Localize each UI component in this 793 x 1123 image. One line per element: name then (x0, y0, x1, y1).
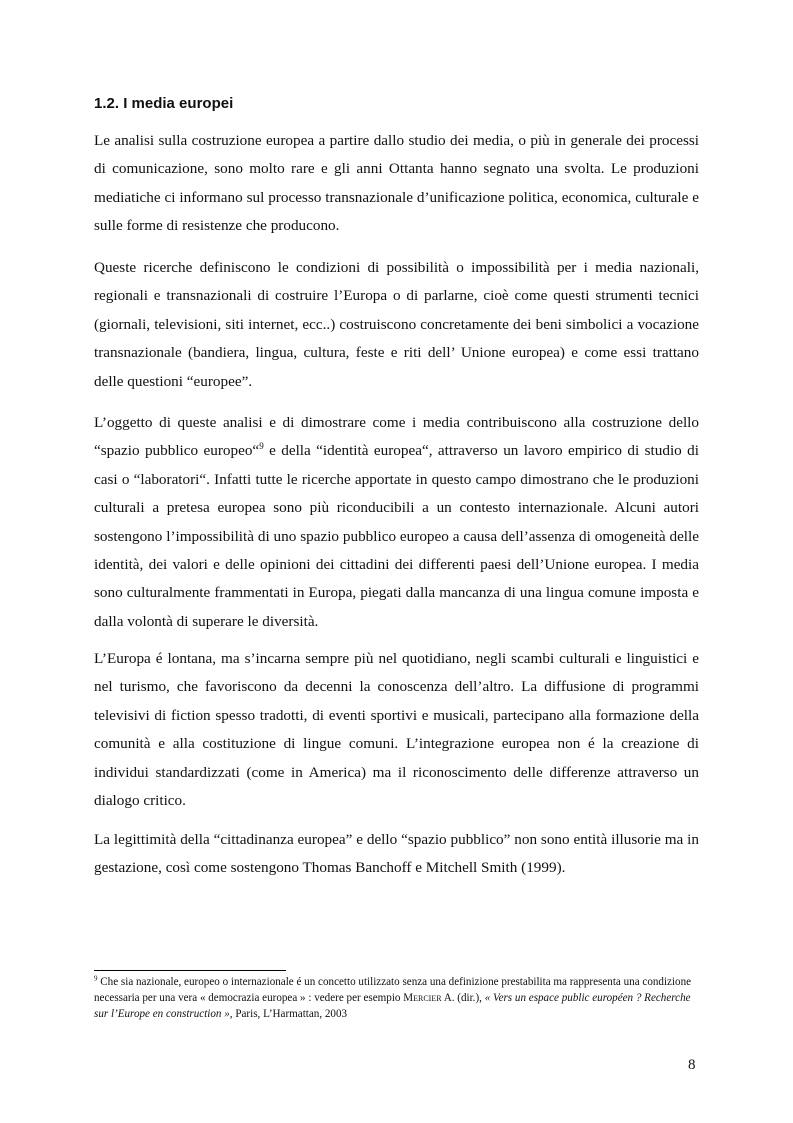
section-title: I media europei (123, 95, 234, 112)
section-number: 1.2. (94, 95, 120, 112)
paragraph-3-text-after: e della “identità europea“, attraverso un lavoro empirico di studio di casi o “laboratori“. Infatti tutte le ricerche apportate in questo campo dimostrano che le produzioni culturali a pretesa europea sono più riconducibili a un contesto internazionale. Alcuni autori sostengono l’impossibilità di uno spazio pubblico europeo a causa dell’assenza di omogeneità delle identità, dei valori e delle opinioni dei cittadini dei differenti paesi dell’Unione europea. I media sono culturalmente frammentati in Europa, piegati dalla mancanza di una lingua comune imposta e dalla volontà di superare le diversità. (94, 442, 699, 630)
footnote-publisher: , Paris, L’Harmattan, 2003 (229, 1007, 348, 1020)
footnote-author: Mercier A. (403, 991, 455, 1004)
footnote-text-2: (dir.), (454, 991, 485, 1004)
footnote-reference[interactable]: 9 (259, 441, 264, 452)
section-heading (94, 95, 233, 112)
footnote-number: 9 (94, 974, 98, 983)
footnote (94, 975, 699, 1022)
paragraph-3-text-before: L’oggetto di queste analisi e di dimostrare come i media contribuiscono alla costruzione dello “spazio pubblico europeo“ (94, 414, 699, 460)
paragraph-1: Le analisi sulla costruzione europea a partire dallo studio dei media, o più in generale dei processi di comunicazione, sono molto rare e gli anni Ottanta hanno segnato una svolta. Le produzioni mediatiche ci informano sul processo transnazionale d’unificazione politica, economica, culturale e sulle forme di resistenze che producono. (94, 132, 699, 235)
footnote-text: Che sia nazionale, europeo o internazionale é un concetto utilizzato senza una definizione prestabilita ma rappresenta una condizione necessaria per una vera « democrazia europea » : vedere per esempio (94, 976, 692, 1004)
paragraph-4: L’Europa é lontana, ma s’incarna sempre più nel quotidiano, negli scambi culturali e linguistici e nel turismo, che favoriscono da decenni la conoscenza dell’altro. La diffusione di programmi televisivi di fiction spesso tradotti, di eventi sportivi e musicali, partecipano alla formazione della comunità e alla costituzione di lingue comuni. L’integrazione europea non é la creazione di individui standardizzati (come in America) ma il riconoscimento delle differenze attraverso un dialogo critico. (94, 650, 699, 810)
paragraph-5: La legittimità della “cittadinanza europea” e dello “spazio pubblico” non sono entità illusorie ma in gestazione, così come sostengono Thomas Banchoff e Mitchell Smith (1999). (94, 831, 699, 877)
page-number: 8 (688, 1057, 696, 1073)
footnote-cited-title: « Vers un espace public européen ? Recherche sur l’Europe en construction » (94, 991, 691, 1020)
footnote-separator (94, 970, 286, 971)
paragraph-3 (94, 409, 699, 636)
paragraph-2: Queste ricerche definiscono le condizioni di possibilità o impossibilità per i media nazionali, regionali e transnazionali di costruire l’Europa o di parlarne, cioè come questi strumenti tecnici (giornali, televisioni, siti internet, ecc..) costruiscono concretamente dei beni simbolici a vocazione transnazionale (bandiera, lingua, cultura, feste e riti dell’ Unione europea) e come essi trattano delle questioni “europee”. (94, 259, 699, 390)
